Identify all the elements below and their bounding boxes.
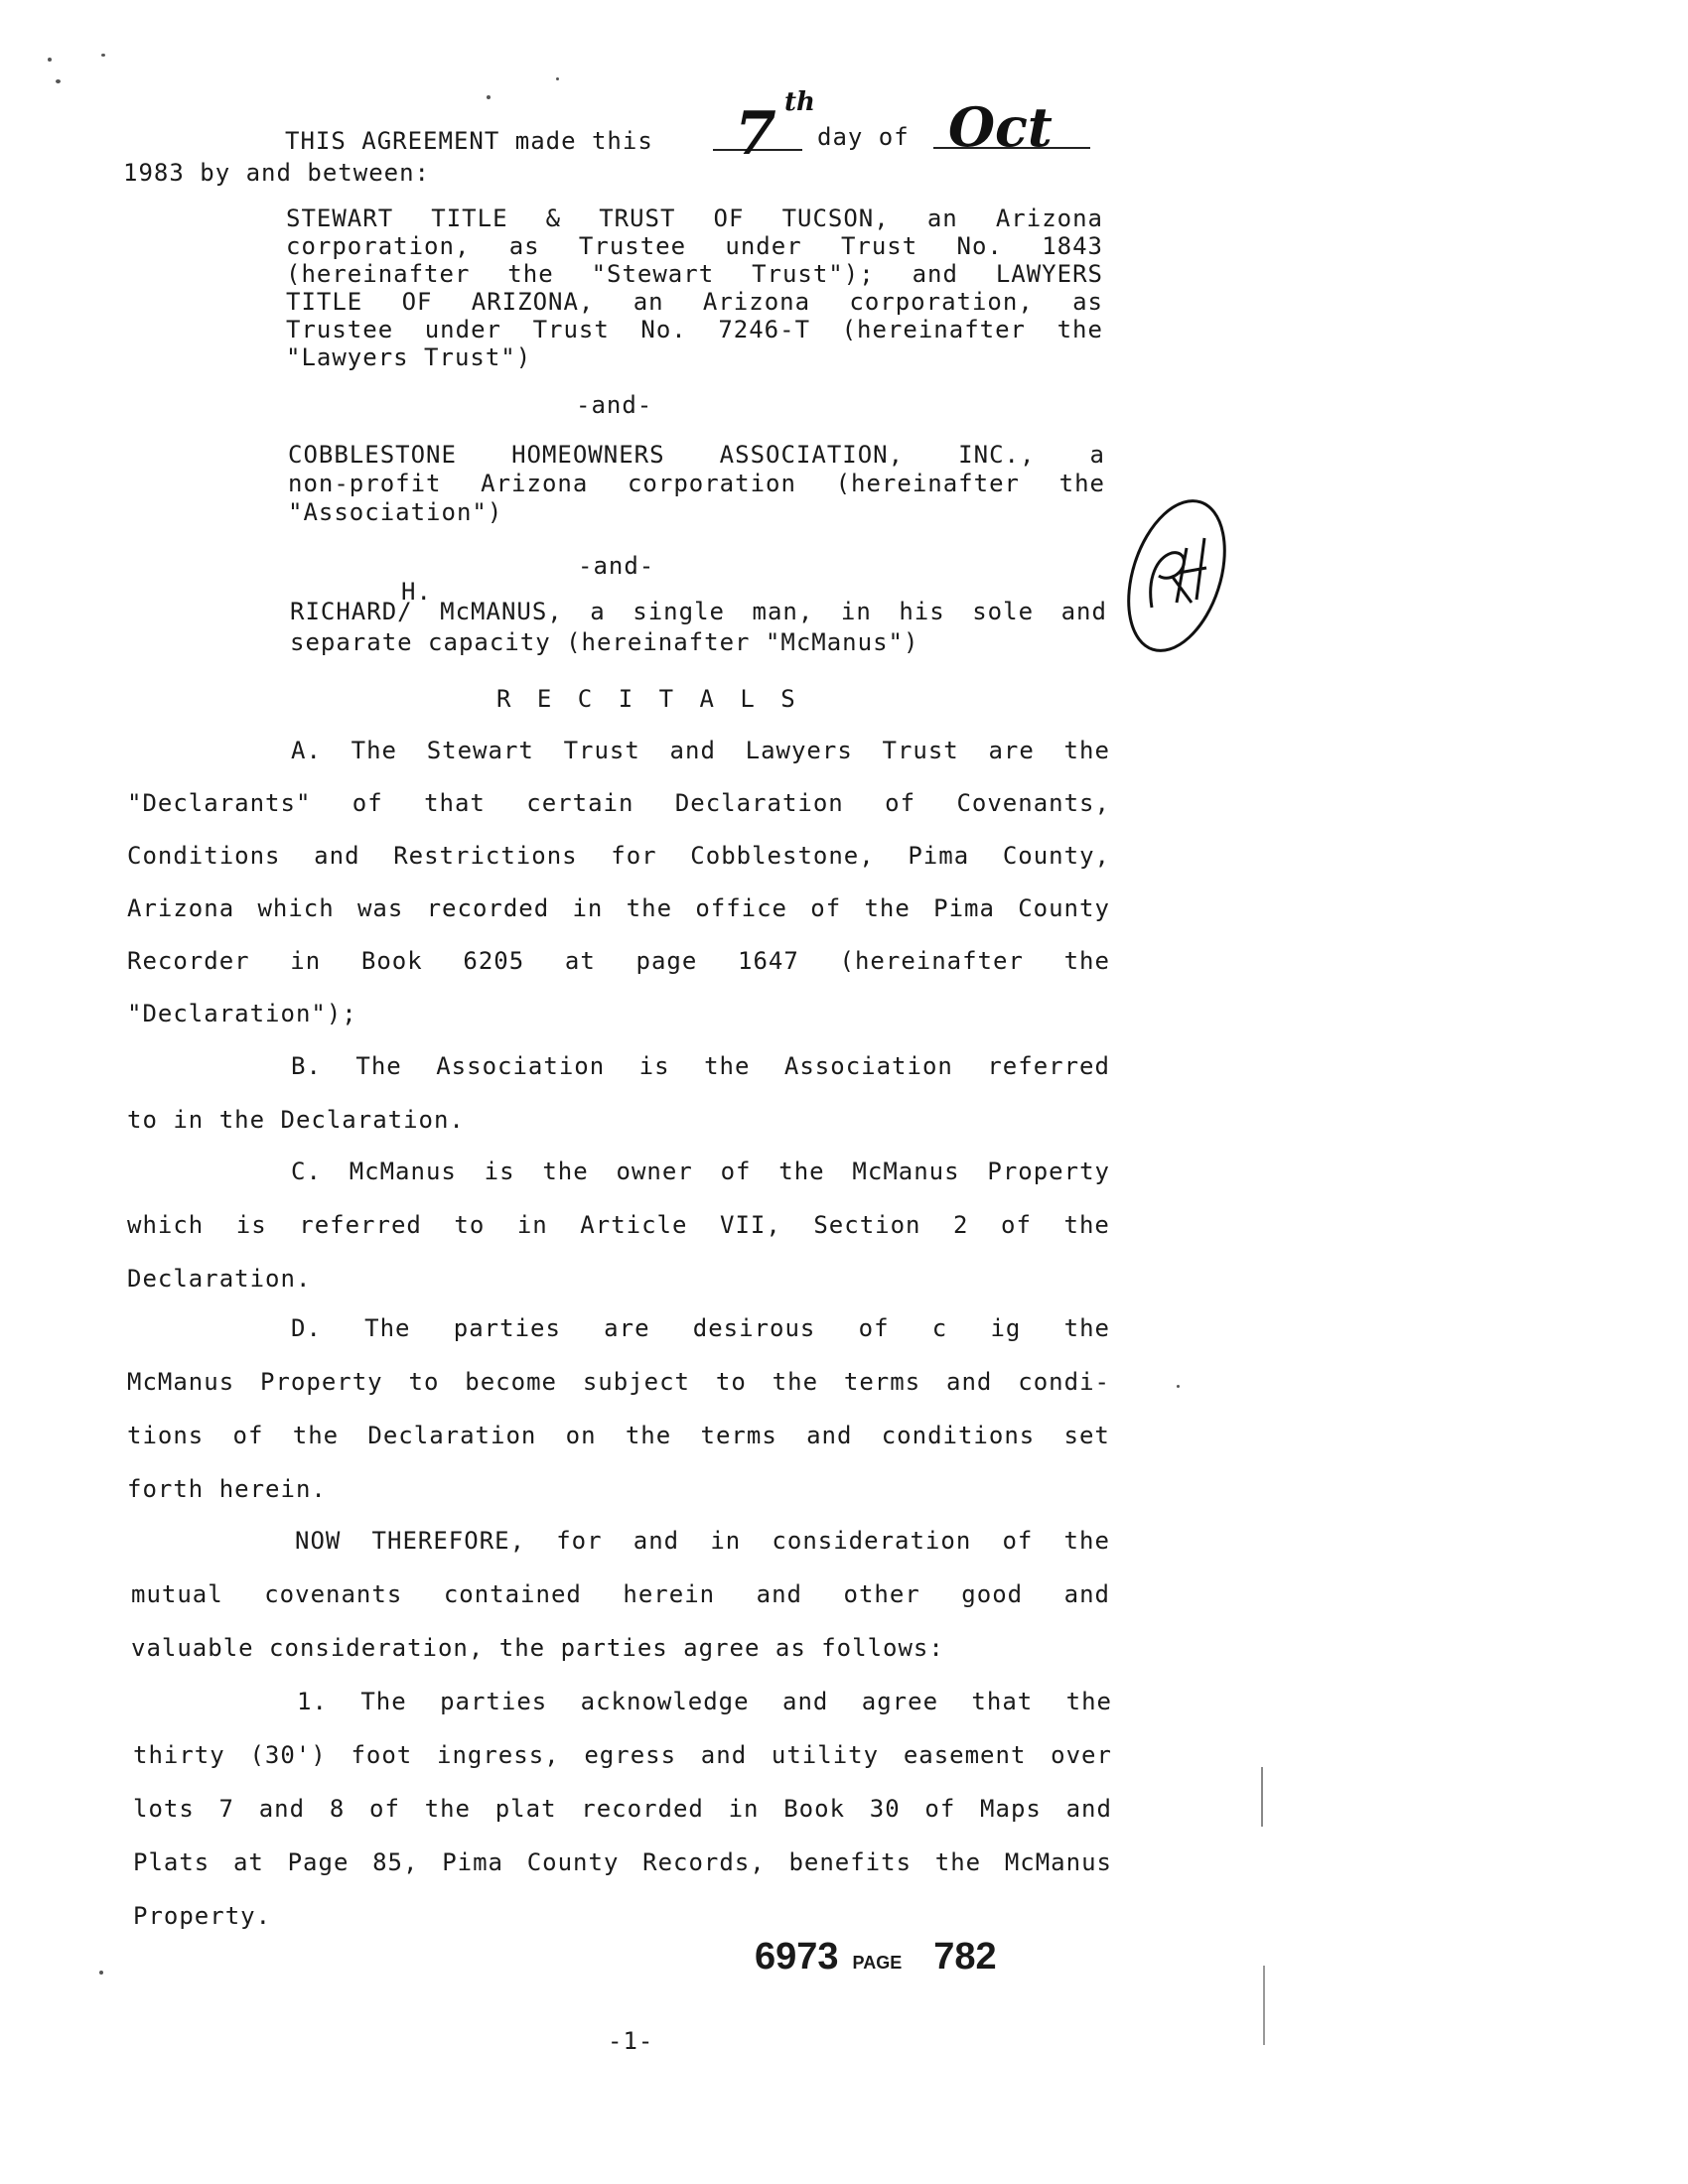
party-line: separate capacity (hereinafter "McManus") (290, 628, 919, 656)
recording-page: 782 (933, 1936, 997, 1978)
body-line: 1. The parties acknowledge and agree that the (297, 1688, 1112, 1715)
clause-1 (133, 1688, 1112, 1956)
recital-line: "Declaration"); (127, 1000, 357, 1027)
initials-stamp (1117, 488, 1236, 657)
party-mcmanus (290, 598, 1107, 659)
party-line: (hereinafter the "Stewart Trust"); and LAWYERS (286, 260, 1103, 288)
scan-speck (1261, 1767, 1263, 1827)
scan-speck (48, 58, 52, 62)
recital-line: Arizona which was recorded in the office of the Pima County (127, 894, 1110, 922)
page-number: -1- (608, 2027, 654, 2055)
day-of-text: day of (817, 123, 910, 151)
scan-speck (56, 79, 61, 83)
recording-page-label: PAGE (852, 1953, 903, 1973)
now-therefore (131, 1527, 1110, 1688)
recital-line: "Declarants" of that certain Declaration of Covenants, (127, 789, 1110, 817)
recital-line: to in the Declaration. (127, 1106, 465, 1134)
and-separator: -and- (578, 552, 655, 580)
scan-speck (99, 1971, 103, 1975)
body-line: Plats at Page 85, Pima County Records, benefits the McManus (133, 1848, 1112, 1876)
body-line: mutual covenants contained herein and other good and (131, 1580, 1110, 1608)
scan-speck (101, 54, 105, 57)
recital-line: D. The parties are desirous of c ig the (291, 1314, 1110, 1342)
party-line: RICHARD/ McMANUS, a single man, in his sole and (290, 598, 1107, 625)
recital-line: C. McManus is the owner of the McManus Property (291, 1158, 1110, 1185)
recital-line: which is referred to in Article VII, Section 2 of the (127, 1211, 1110, 1239)
scan-speck (556, 77, 559, 80)
recital-line: Recorder in Book 6205 at page 1647 (hereinafter the (127, 947, 1110, 975)
recital-line: Declaration. (127, 1265, 312, 1293)
and-separator: -and- (576, 391, 653, 419)
party-association (288, 441, 1105, 527)
body-line: NOW THEREFORE, for and in consideration of the (295, 1527, 1110, 1555)
handwritten-day-suffix: th (784, 87, 815, 117)
party-trusts (286, 205, 1103, 371)
recital-line: McManus Property to become subject to the terms and condi- (127, 1368, 1110, 1396)
party-line: "Association") (288, 498, 503, 526)
recital-line: forth herein. (127, 1475, 327, 1503)
party-line: non-profit Arizona corporation (hereinafter the (288, 470, 1105, 497)
handwritten-initial: H. (401, 578, 432, 606)
handwritten-day: 7 (735, 99, 776, 169)
scan-speck (1177, 1385, 1180, 1388)
scan-speck (487, 95, 491, 99)
party-line: STEWART TITLE & TRUST OF TUCSON, an Arizona (286, 205, 1103, 232)
recitals-heading: R E C I T A L S (496, 685, 801, 713)
recital-line: Conditions and Restrictions for Cobblestone, Pima County, (127, 842, 1110, 870)
body-line: Property. (133, 1902, 272, 1930)
scan-speck (1263, 1966, 1265, 2045)
recording-stamp (755, 1936, 997, 1979)
year-line: 1983 by and between: (123, 159, 430, 187)
handwritten-month: Oct (948, 95, 1053, 159)
body-line: lots 7 and 8 of the plat recorded in Book 30 of Maps and (133, 1795, 1112, 1823)
recital-b (127, 1052, 1110, 1160)
body-line: thirty (30') foot ingress, egress and utility easement over (133, 1741, 1112, 1769)
recital-line: A. The Stewart Trust and Lawyers Trust are the (291, 737, 1110, 764)
recital-line: tions of the Declaration on the terms and conditions set (127, 1422, 1110, 1449)
recital-d (127, 1314, 1110, 1529)
party-line: Trustee under Trust No. 7246-T (hereinafter the (286, 316, 1103, 343)
recital-line: B. The Association is the Association referred (291, 1052, 1110, 1080)
party-line: corporation, as Trustee under Trust No. 1843 (286, 232, 1103, 260)
body-line: valuable consideration, the parties agree as follows: (131, 1634, 944, 1662)
recital-a (127, 737, 1110, 1052)
intro-text: THIS AGREEMENT made this (285, 127, 653, 155)
recording-book: 6973 (755, 1936, 839, 1978)
party-line: "Lawyers Trust") (286, 343, 532, 371)
party-line: TITLE OF ARIZONA, an Arizona corporation, as (286, 288, 1103, 316)
recital-c (127, 1158, 1110, 1318)
party-line: COBBLESTONE HOMEOWNERS ASSOCIATION, INC., a (288, 441, 1105, 469)
